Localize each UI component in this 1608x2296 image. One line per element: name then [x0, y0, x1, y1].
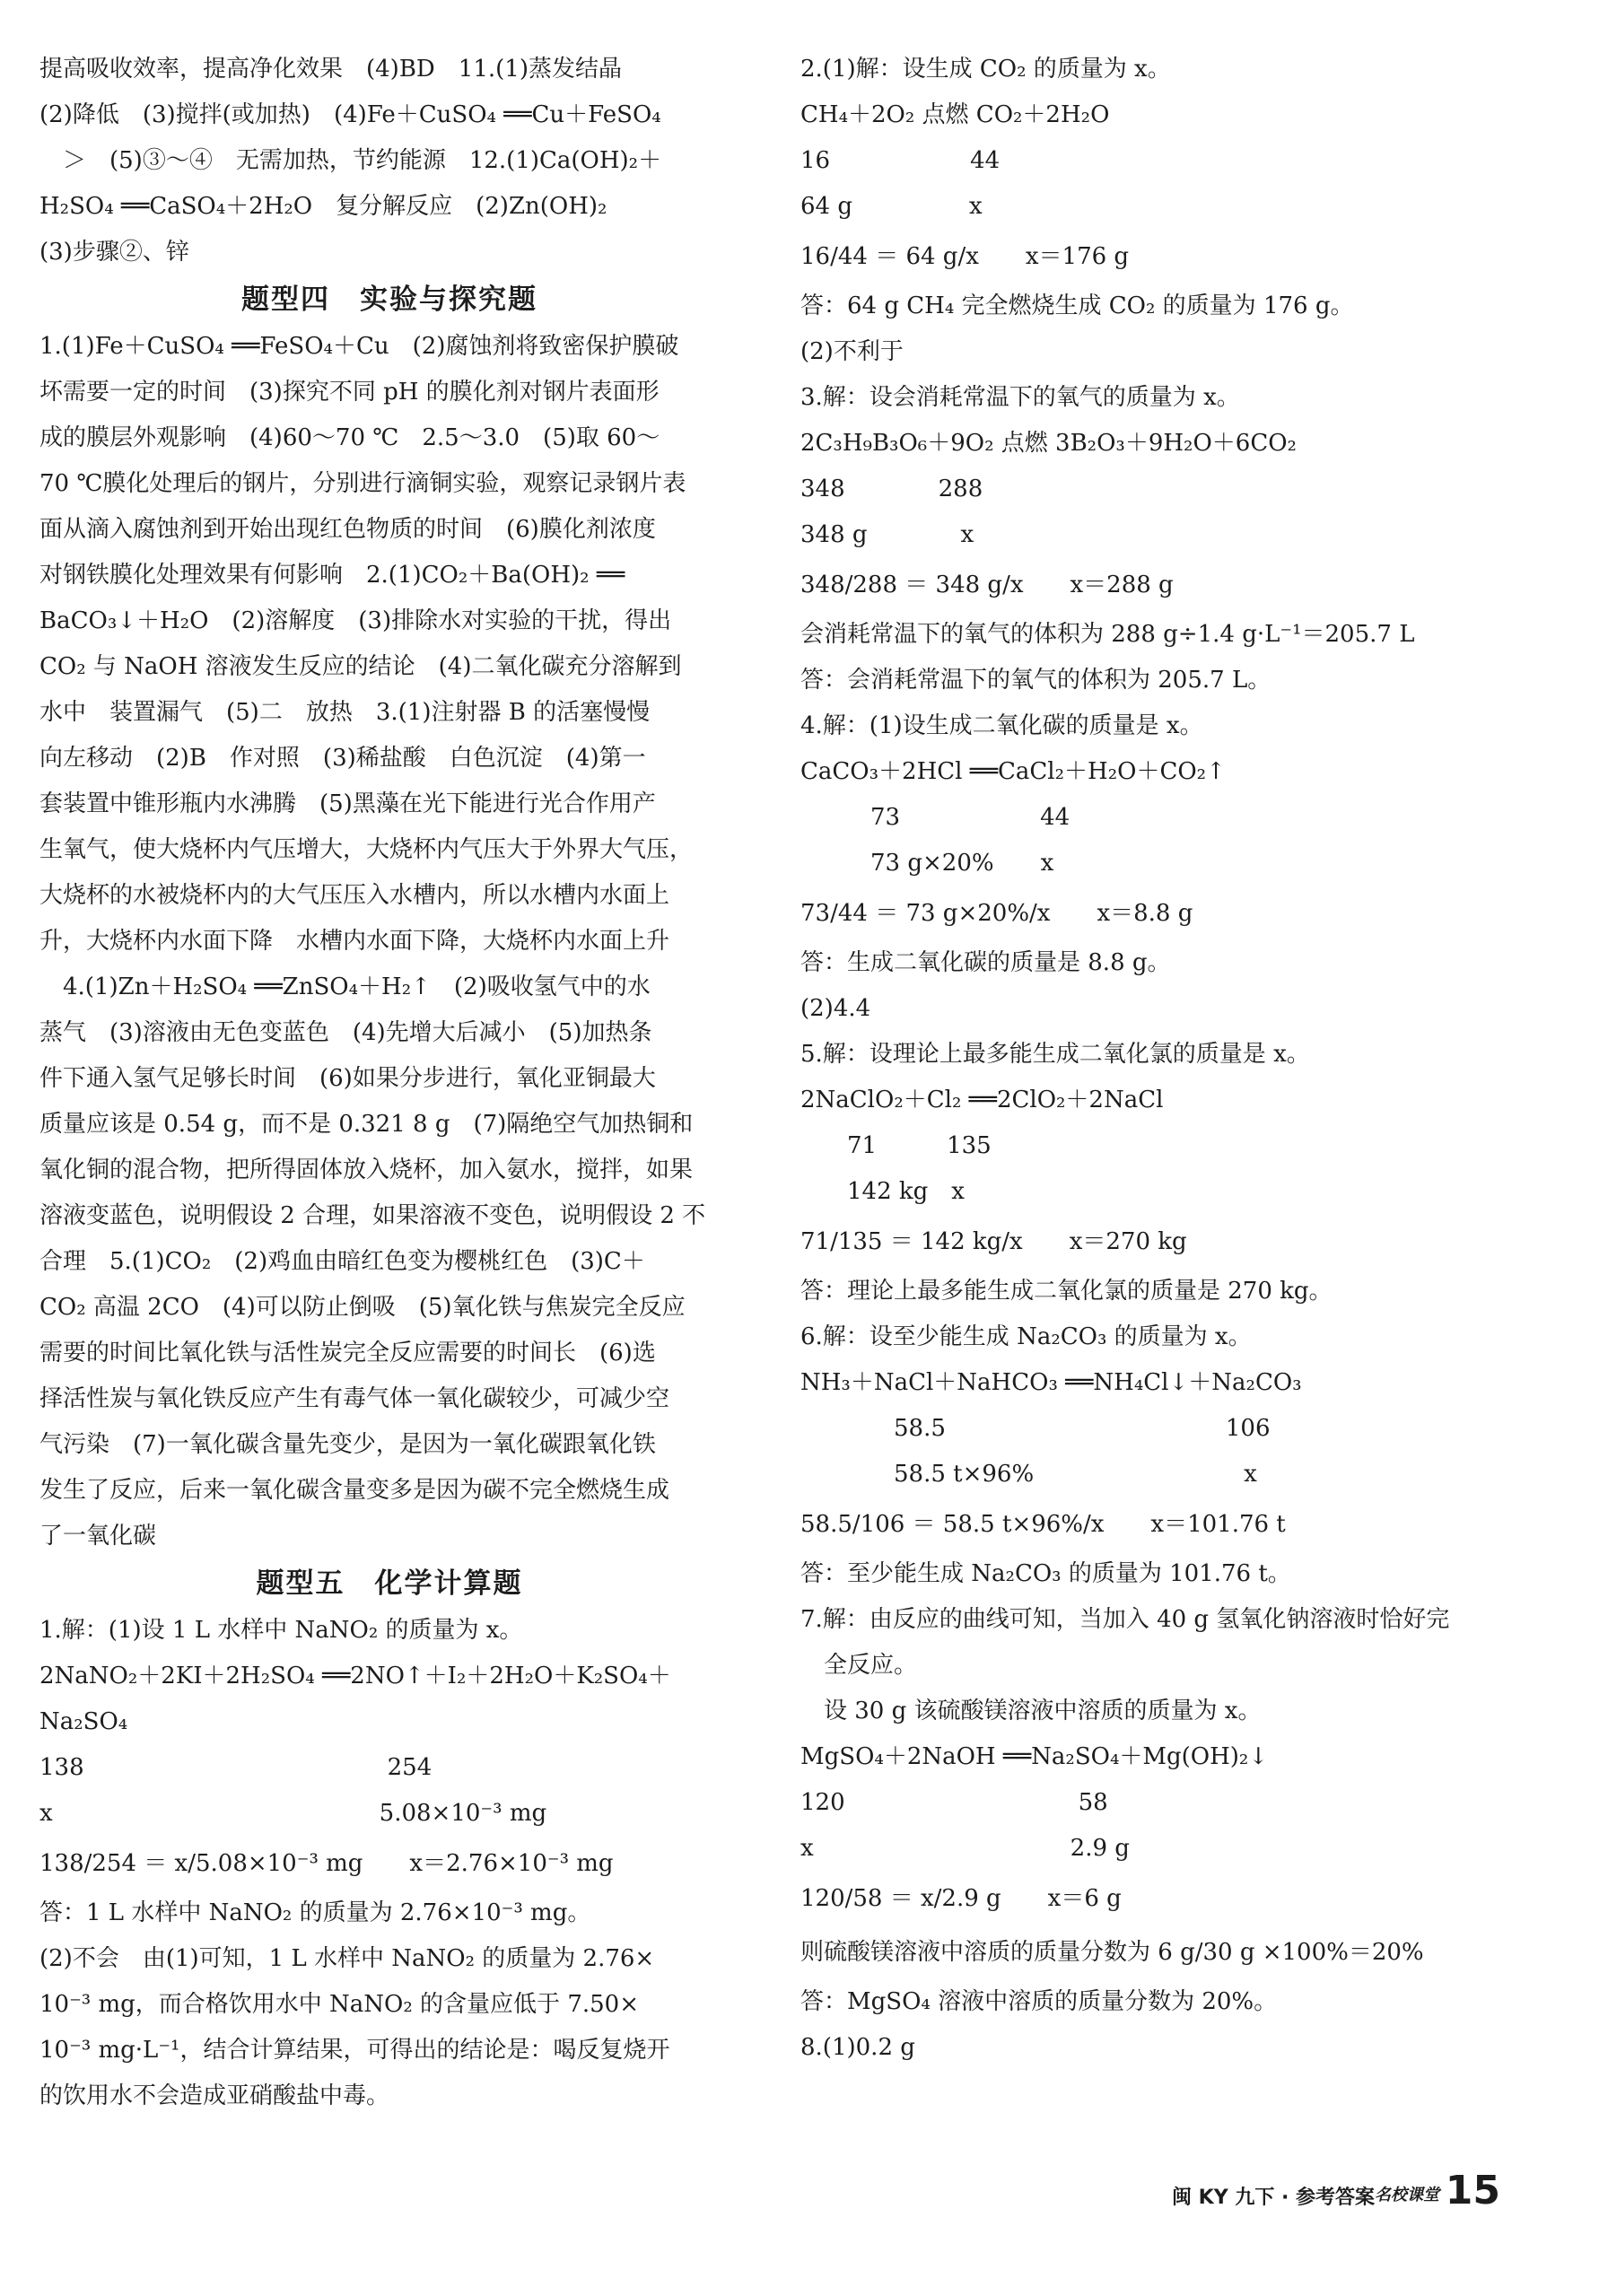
- text-line: 4.解：(1)设生成二氧化碳的质量是 x。: [800, 712, 1203, 739]
- text-line: 生氧气，使大烧杯内气压增大，大烧杯内气压大于外界大气压，: [39, 836, 694, 863]
- text-line: 2.(1)解：设生成 CO₂ 的质量为 x。: [800, 56, 1171, 83]
- fraction-equation: 71/135 ＝ 142 kg/x x＝270 kg: [800, 1228, 1187, 1255]
- text-line: BaCO₃↓＋H₂O (2)溶解度 (3)排除水对实验的干扰，得出: [39, 607, 672, 634]
- text-line: CO₂ 与 NaOH 溶液发生反应的结论 (4)二氧化碳充分溶解到: [39, 653, 682, 680]
- text-line: 面从滴入腐蚀剂到开始出现红色物质的时间 (6)膜化剂浓度: [39, 516, 656, 543]
- fraction-equation: 138/254 ＝ x/5.08×10⁻³ mg x＝2.76×10⁻³ mg: [39, 1850, 614, 1877]
- text-line: (2)4.4: [800, 995, 871, 1022]
- text-line: 1.解：(1)设 1 L 水样中 NaNO₂ 的质量为 x。: [39, 1617, 523, 1644]
- text-line: 成的膜层外观影响 (4)60～70 ℃ 2.5～3.0 (5)取 60～: [39, 424, 660, 451]
- page-number: 15: [1445, 2168, 1500, 2213]
- text-line: 件下通入氢气足够长时间 (6)如果分步进行，氧化亚铜最大: [39, 1065, 656, 1092]
- text-line: 答：理论上最多能生成二氧化氯的质量是 270 kg。: [800, 1278, 1333, 1305]
- text-line: 6.解：设至少能生成 Na₂CO₃ 的质量为 x。: [800, 1323, 1252, 1350]
- text-line: 2NaNO₂＋2KI＋2H₂SO₄ ══2NO↑＋I₂＋2H₂O＋K₂SO₄＋: [39, 1663, 671, 1689]
- text-line: 对钢铁膜化处理效果有何影响 2.(1)CO₂＋Ba(OH)₂ ══: [39, 562, 625, 589]
- text-line: H₂SO₄ ══CaSO₄＋2H₂O 复分解反应 (2)Zn(OH)₂: [39, 193, 607, 220]
- text-line: CaCO₃＋2HCl ══CaCl₂＋H₂O＋CO₂↑: [800, 758, 1226, 785]
- text-line: 会消耗常温下的氧气的体积为 288 g÷1.4 g·L⁻¹＝205.7 L: [800, 621, 1415, 648]
- text-line: 4.(1)Zn＋H₂SO₄ ══ZnSO₄＋H₂↑ (2)吸收氢气中的水: [39, 973, 651, 1000]
- text-line: 16 44: [800, 147, 1001, 174]
- section-heading: 题型五 化学计算题: [256, 1567, 523, 1600]
- text-line: 58.5 106: [800, 1415, 1271, 1442]
- brand-logo: 名校课堂: [1375, 2186, 1439, 2204]
- text-line: 答：至少能生成 Na₂CO₃ 的质量为 101.76 t。: [800, 1560, 1291, 1587]
- section-heading: 题型四 实验与探究题: [241, 284, 537, 316]
- text-line: 全反应。: [800, 1652, 918, 1679]
- text-line: 答：会消耗常温下的氧气的体积为 205.7 L。: [800, 667, 1272, 694]
- text-line: 64 g x: [800, 193, 983, 220]
- text-line: 向左移动 (2)B 作对照 (3)稀盐酸 白色沉淀 (4)第一: [39, 745, 646, 772]
- text-line: Na₂SO₄: [39, 1708, 128, 1735]
- text-line: MgSO₄＋2NaOH ══Na₂SO₄＋Mg(OH)₂↓: [800, 1743, 1269, 1770]
- text-line: 坏需要一定的时间 (3)探究不同 pH 的膜化剂对钢片表面形: [39, 379, 660, 406]
- fraction-equation: 73/44 ＝ 73 g×20%/x x＝8.8 g: [800, 900, 1193, 927]
- text-line: 提高吸收效率，提高净化效果 (4)BD 11.(1)蒸发结晶: [39, 56, 622, 83]
- text-line: 水中 装置漏气 (5)二 放热 3.(1)注射器 B 的活塞慢慢: [39, 699, 651, 726]
- text-line: 10⁻³ mg·L⁻¹，结合计算结果，可得出的结论是：喝反复烧开: [39, 2037, 670, 2064]
- right-column: [800, 47, 1509, 2071]
- text-line: 73 g×20% x: [800, 850, 1054, 877]
- text-line: 73 44: [800, 804, 1071, 831]
- text-line: 设 30 g 该硫酸镁溶液中溶质的质量为 x。: [800, 1698, 1262, 1724]
- text-line: 气污染 (7)一氧化碳含量先变少，是因为一氧化碳跟氧化铁: [39, 1431, 656, 1458]
- text-line: x 2.9 g: [800, 1835, 1130, 1862]
- text-line: 8.(1)0.2 g: [800, 2034, 915, 2061]
- text-line: 58.5 t×96% x: [800, 1461, 1257, 1488]
- text-line: 2C₃H₉B₃O₆＋9O₂ 点燃 3B₂O₃＋9H₂O＋6CO₂: [800, 430, 1297, 457]
- footer-label: 闽 KY 九下 · 参考答案: [1172, 2187, 1375, 2209]
- text-line: 答：生成二氧化碳的质量是 8.8 g。: [800, 949, 1171, 976]
- text-line: 的饮用水不会造成亚硝酸盐中毒。: [39, 2082, 390, 2109]
- text-line: ＞ (5)③～④ 无需加热，节约能源 12.(1)Ca(OH)₂＋: [39, 147, 662, 174]
- text-line: (2)不利于: [800, 338, 904, 365]
- text-line: 142 kg x: [800, 1178, 965, 1205]
- text-line: 1.(1)Fe＋CuSO₄ ══FeSO₄＋Cu (2)腐蚀剂将致密保护膜破: [39, 333, 679, 360]
- text-line: 答：64 g CH₄ 完全燃烧生成 CO₂ 的质量为 176 g。: [800, 292, 1354, 319]
- text-line: 质量应该是 0.54 g，而不是 0.321 8 g (7)隔绝空气加热铜和: [39, 1111, 694, 1138]
- text-line: 348 g x: [800, 521, 974, 548]
- text-line: (2)不会 由(1)可知，1 L 水样中 NaNO₂ 的质量为 2.76×: [39, 1945, 655, 1972]
- text-line: CO₂ 高温 2CO (4)可以防止倒吸 (5)氧化铁与焦炭完全反应: [39, 1294, 686, 1321]
- text-line: 70 ℃膜化处理后的钢片，分别进行滴铜实验，观察记录钢片表: [39, 470, 686, 497]
- text-line: 348 288: [800, 476, 983, 502]
- text-line: 7.解：由反应的曲线可知，当加入 40 g 氢氧化钠溶液时恰好完: [800, 1606, 1450, 1633]
- text-line: (3)步骤②、锌: [39, 239, 189, 266]
- fraction-equation: 120/58 ＝ x/2.9 g x＝6 g: [800, 1885, 1122, 1912]
- text-line: 合理 5.(1)CO₂ (2)鸡血由暗红色变为樱桃红色 (3)C＋: [39, 1248, 645, 1275]
- text-line: 氧化铜的混合物，把所得固体放入烧杯，加入氨水，搅拌，如果: [39, 1157, 694, 1183]
- text-line: 3.解：设会消耗常温下的氧气的质量为 x。: [800, 384, 1240, 411]
- text-line: 发生了反应，后来一氧化碳含量变多是因为碳不完全燃烧生成: [39, 1477, 670, 1504]
- text-line: 5.解：设理论上最多能生成二氧化氯的质量是 x。: [800, 1041, 1310, 1068]
- text-line: CH₄＋2O₂ 点燃 CO₂＋2H₂O: [800, 101, 1110, 128]
- text-line: 2NaClO₂＋Cl₂ ══2ClO₂＋2NaCl: [800, 1087, 1164, 1113]
- fraction-equation: 348/288 ＝ 348 g/x x＝288 g: [800, 572, 1174, 598]
- text-line: 套装置中锥形瓶内水沸腾 (5)黑藻在光下能进行光合作用产: [39, 790, 656, 817]
- fraction-equation: 则硫酸镁溶液中溶质的质量分数为 6 g/30 g ×100%＝20%: [800, 1939, 1424, 1966]
- text-line: 138 254: [39, 1754, 433, 1781]
- text-line: (2)降低 (3)搅拌(或加热) (4)Fe＋CuSO₄ ══Cu＋FeSO₄: [39, 101, 661, 128]
- text-line: 溶液变蓝色，说明假设 2 合理，如果溶液不变色，说明假设 2 不: [39, 1202, 706, 1229]
- text-line: 10⁻³ mg，而合格饮用水中 NaNO₂ 的含量应低于 7.50×: [39, 1991, 640, 2018]
- text-line: 蒸气 (3)溶液由无色变蓝色 (4)先增大后减小 (5)加热条: [39, 1019, 652, 1046]
- text-line: 71 135: [800, 1132, 992, 1159]
- text-line: x 5.08×10⁻³ mg: [39, 1800, 547, 1827]
- text-line: 大烧杯的水被烧杯内的大气压压入水槽内，所以水槽内水面上: [39, 882, 670, 909]
- text-line: 120 58: [800, 1789, 1108, 1816]
- fraction-equation: 16/44 ＝ 64 g/x x＝176 g: [800, 243, 1130, 270]
- text-line: NH₃＋NaCl＋NaHCO₃ ══NH₄Cl↓＋Na₂CO₃: [800, 1369, 1302, 1396]
- text-line: 需要的时间比氧化铁与活性炭完全反应需要的时间长 (6)选: [39, 1340, 656, 1366]
- page-footer: [800, 2169, 1509, 2214]
- fraction-equation: 58.5/106 ＝ 58.5 t×96%/x x＝101.76 t: [800, 1511, 1286, 1538]
- left-column: [39, 47, 739, 2119]
- text-line: 答：1 L 水样中 NaNO₂ 的质量为 2.76×10⁻³ mg。: [39, 1899, 591, 1926]
- text-line: 答：MgSO₄ 溶液中溶质的质量分数为 20%。: [800, 1988, 1278, 2015]
- text-line: 升，大烧杯内水面下降 水槽内水面下降，大烧杯内水面上升: [39, 928, 670, 955]
- text-line: 了一氧化碳: [39, 1523, 157, 1550]
- text-line: 择活性炭与氧化铁反应产生有毒气体一氧化碳较少，可减少空: [39, 1385, 670, 1412]
